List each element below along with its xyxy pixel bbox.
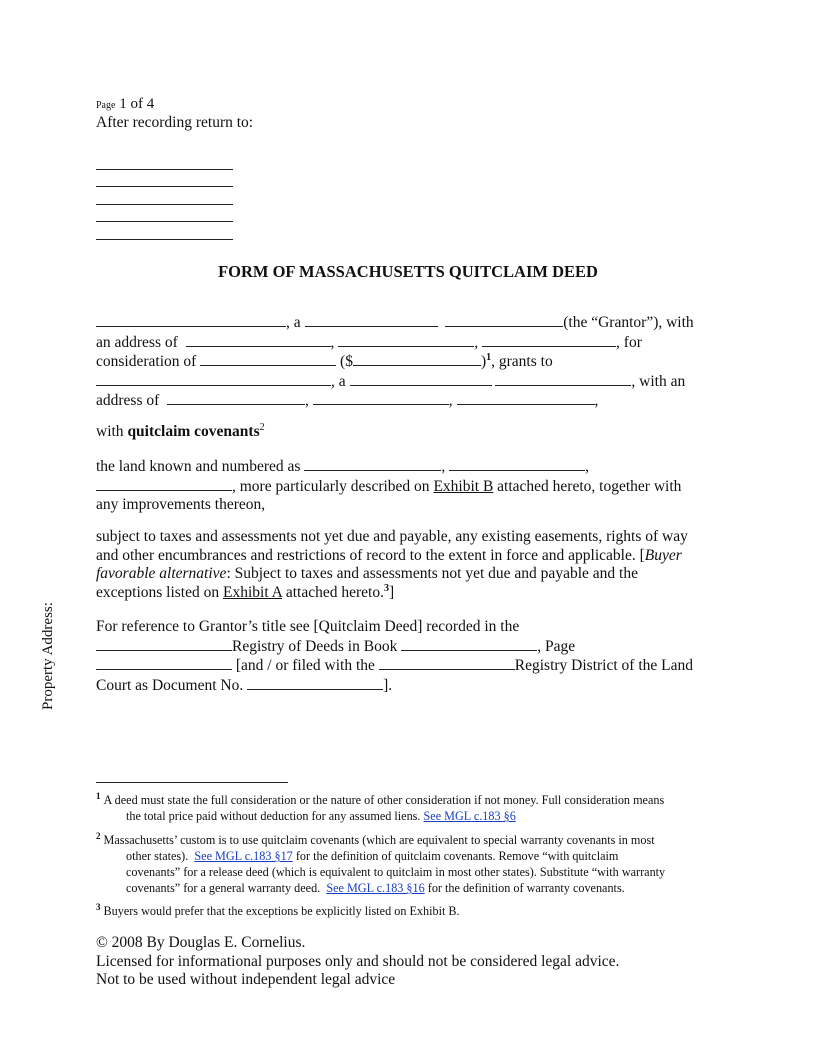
disclaimer-line: Not to be used without independent legal advice — [96, 971, 396, 989]
footnote-ref: 3 — [383, 582, 389, 594]
blank-line — [338, 333, 474, 347]
footnote-text: for the definition of warranty covenants. — [424, 881, 625, 895]
subject-text: exceptions listed on — [96, 583, 223, 601]
copyright-block — [96, 934, 619, 990]
footnote-ref: 1 — [486, 352, 492, 364]
footnote-ref: 2 — [259, 421, 265, 433]
blank-line — [96, 152, 233, 170]
subject-text: ] — [388, 583, 395, 601]
blank-line — [350, 372, 492, 386]
land-text: attached hereto, together with — [493, 477, 682, 495]
grantor-text: (the “Grantor”), with — [563, 314, 694, 331]
exhibit-a-reference: Exhibit A — [223, 583, 282, 601]
blank-line — [186, 333, 331, 347]
license-line: Licensed for informational purposes only and should not be considered legal advice. — [96, 952, 620, 970]
property-address-label: Property Address: — [40, 602, 56, 710]
footnote-1 — [96, 792, 722, 824]
footnote-number: 1 — [96, 790, 101, 801]
blank-line — [96, 205, 233, 223]
reference-text: Registry of Deeds in Book — [232, 637, 398, 655]
grantor-text: address of — [96, 392, 160, 410]
blank-line — [96, 187, 233, 205]
blank-line — [445, 313, 563, 327]
blank-line — [247, 676, 383, 690]
reference-text: , Page — [537, 637, 576, 655]
grantor-text: consideration of — [96, 353, 197, 371]
grantor-text: , a — [331, 372, 346, 390]
reference-text: Court as Document No. — [96, 676, 244, 694]
blank-line — [379, 656, 515, 670]
footnote-text: for the definition of quitclaim covenants. Remove “with quitclaim — [292, 849, 619, 863]
blank-line — [305, 313, 438, 327]
reference-text: [and / or filed with the — [232, 657, 375, 675]
footnote-number: 3 — [96, 901, 101, 912]
subject-italic: Buyer — [644, 546, 682, 564]
footnote-text: covenants” for a release deed (which is equivalent to quitclaim in most other states). Substitute “with warranty — [126, 865, 666, 879]
land-text: any improvements thereon, — [96, 496, 266, 514]
footnote-text: Buyers would prefer that the exceptions be explicitly listed on Exhibit B. — [103, 904, 460, 918]
blank-line — [495, 372, 631, 386]
subject-text: : Subject to taxes and assessments not yet due and payable and the — [226, 565, 638, 583]
return-address-blanks — [96, 152, 233, 240]
footnote-text: covenants” for a general warranty deed. — [126, 881, 321, 895]
reference-text: Registry District of the Land — [514, 657, 693, 675]
grantor-text: , with an — [631, 372, 686, 390]
blank-line — [96, 656, 232, 670]
footnote-text: A deed must state the full consideration or the nature of other consideration if not money. Full consideration means — [103, 793, 665, 807]
subject-italic: favorable alternative — [96, 565, 227, 583]
footnote-3 — [96, 903, 722, 919]
blank-line — [482, 333, 616, 347]
subject-text: attached hereto. — [282, 583, 384, 601]
land-text: , more particularly described on — [232, 477, 430, 495]
grantor-paragraph: , a (the “Grantor”), with an address of , , , for consideration of ($ )$^1$, grants to , a , with an address of , , , — [96, 314, 694, 410]
exhibit-b-reference: Exhibit B — [433, 477, 494, 495]
page-count: 1 of 4 — [119, 96, 155, 112]
grantor-text: ) — [480, 353, 487, 371]
grantor-text: , for — [616, 333, 642, 351]
footnote-divider — [96, 782, 288, 783]
return-to-label: After recording return to: — [96, 114, 254, 131]
grantor-text: an address of — [96, 333, 178, 351]
subject-text: subject to taxes and assessments not yet due and payable, any existing easements, rights of way — [96, 528, 688, 545]
blank-line — [200, 352, 336, 366]
blank-line — [96, 637, 232, 651]
page-word: Page — [96, 100, 116, 111]
blank-line — [401, 637, 537, 651]
mgl-183-17-link[interactable]: See MGL c.183 §17 — [194, 849, 293, 863]
blank-line — [96, 372, 331, 386]
covenants-text: with — [96, 423, 128, 440]
blank-line — [457, 391, 595, 405]
grantor-text: , grants to — [491, 353, 553, 371]
grantor-text: , a — [286, 314, 301, 331]
footnote-text: other states). — [126, 849, 189, 863]
blank-line — [304, 457, 441, 471]
footnote-text: Massachusetts’ custom is to use quitclaim covenants (which are equivalent to special warranty covenants in most — [103, 833, 655, 847]
grantor-text: ($ — [340, 353, 353, 371]
blank-line — [313, 391, 449, 405]
blank-line — [96, 477, 232, 491]
blank-line — [353, 352, 481, 366]
blank-line — [96, 313, 286, 327]
footnote-2 — [96, 832, 722, 896]
footnote-text: the total price paid without deduction for any assumed liens. — [126, 809, 421, 823]
subject-paragraph — [96, 528, 722, 602]
reference-text: ]. — [383, 676, 393, 694]
page-number — [96, 96, 154, 113]
blank-line — [449, 457, 585, 471]
document-title: FORM OF MASSACHUSETTS QUITCLAIM DEED — [218, 262, 598, 281]
reference-paragraph — [96, 618, 722, 695]
reference-text: For reference to Grantor’s title see [Quitclaim Deed] recorded in the — [96, 618, 520, 635]
blank-line — [96, 222, 233, 240]
blank-line — [96, 170, 233, 188]
subject-text: and other encumbrances and restrictions of record to the extent in force and applicable. [ — [96, 546, 645, 564]
land-text: the land known and numbered as — [96, 458, 301, 475]
covenants-bold: quitclaim covenants — [127, 423, 260, 440]
covenants-paragraph — [96, 423, 722, 442]
footnote-number: 2 — [96, 830, 101, 841]
blank-line — [167, 391, 305, 405]
land-paragraph: the land known and numbered as , , , more particularly described on Exhibit B attached hereto, together with any improvements thereon, — [96, 458, 682, 514]
mgl-183-6-link[interactable]: See MGL c.183 §6 — [423, 809, 516, 823]
copyright-line: © 2008 By Douglas E. Cornelius. — [96, 934, 306, 951]
mgl-183-16-link[interactable]: See MGL c.183 §16 — [326, 881, 425, 895]
